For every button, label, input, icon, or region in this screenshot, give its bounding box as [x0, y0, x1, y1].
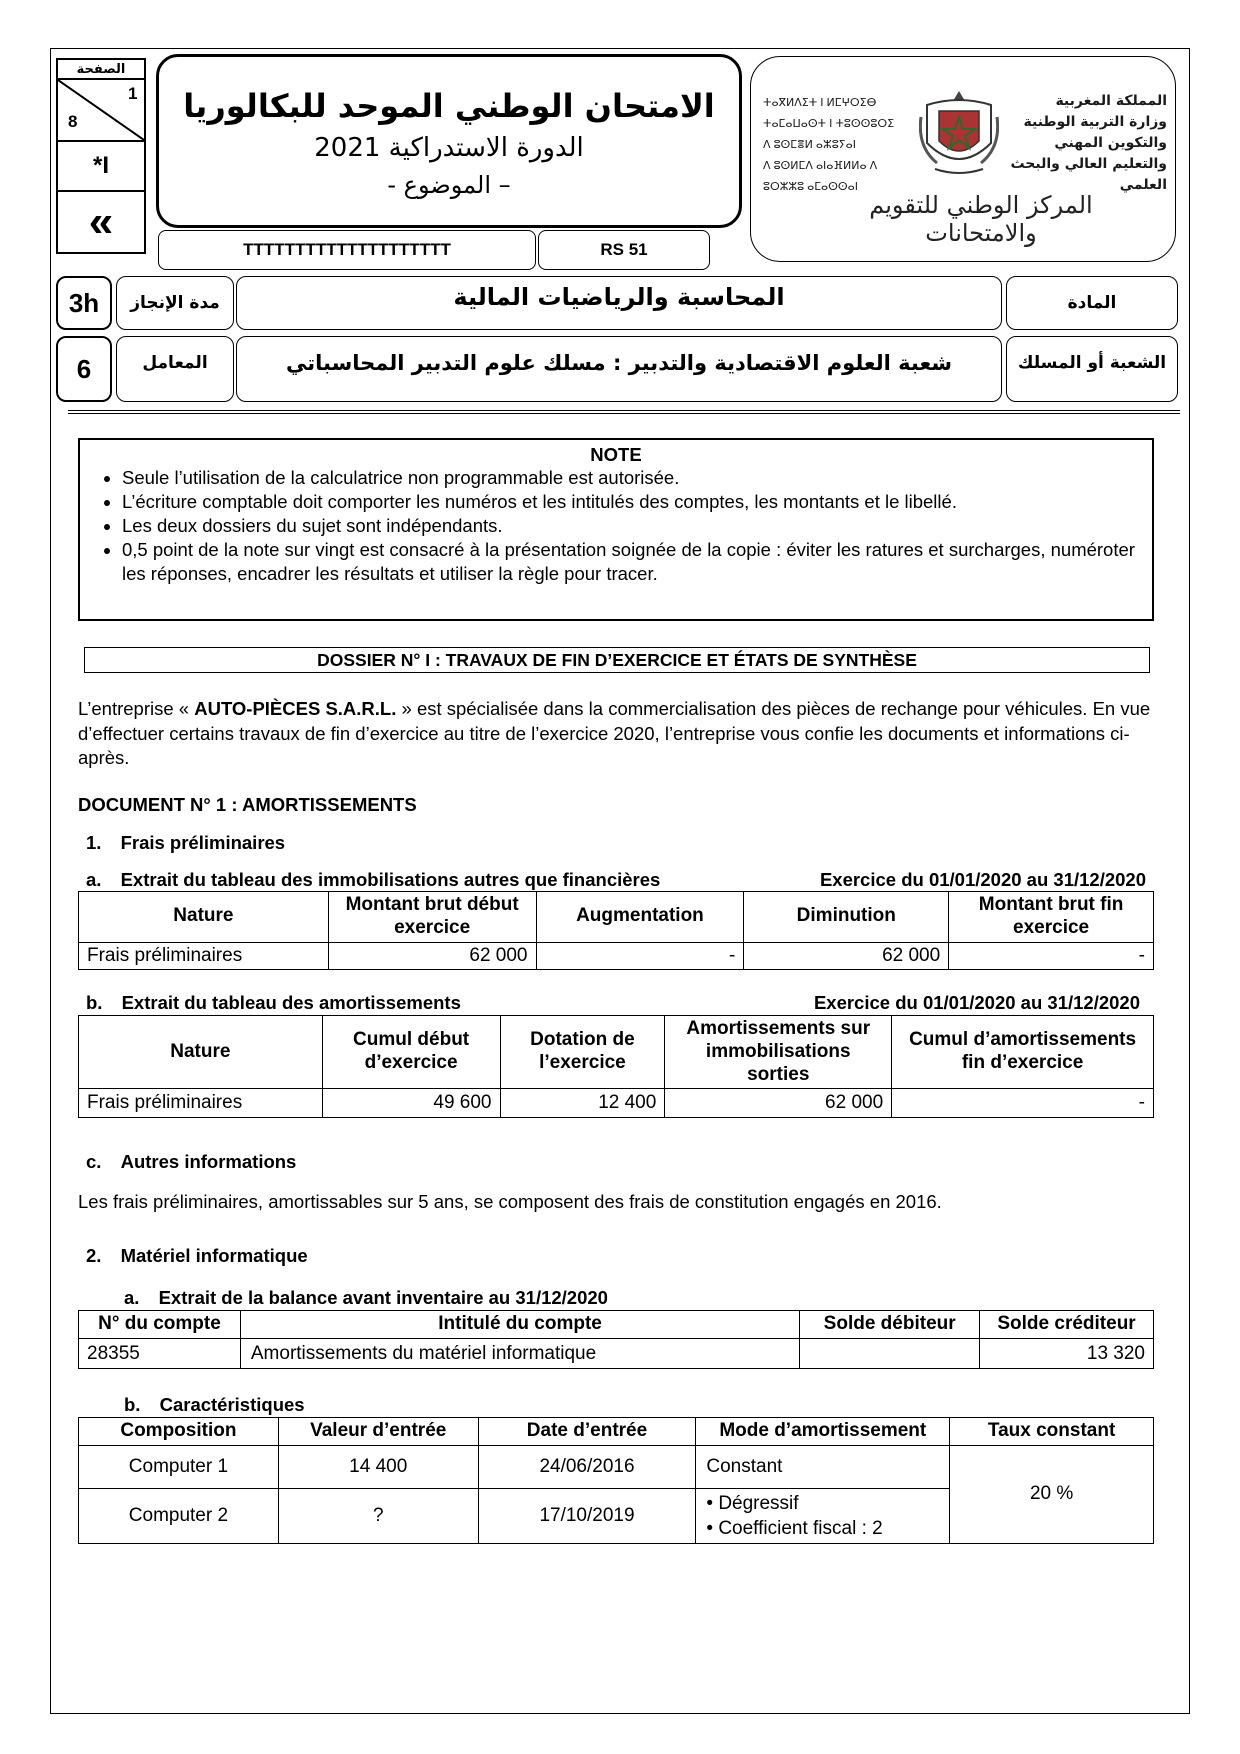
- section2b-heading: [124, 1394, 305, 1416]
- table-cell: 12 400: [500, 1089, 665, 1118]
- section1a-label: a.: [86, 869, 102, 890]
- mode-coefficient: Coefficient fiscal : 2: [718, 1517, 883, 1539]
- section2-title: Matériel informatique: [120, 1245, 308, 1266]
- table-header: Diminution: [744, 892, 949, 943]
- duration-label: مدة الإنجاز: [116, 276, 234, 330]
- section2b-label: b.: [124, 1394, 141, 1415]
- table-header: Mode d’amortissement: [696, 1418, 950, 1446]
- section1c-text: Les frais préliminaires, amortissables sur 5 ans, se composent des frais de constitution engagés en 2016.: [78, 1191, 942, 1212]
- tifinagh-line-4: ⴷ ⵓⵙⵍⵎⴷ ⴰⵏⴰⴼⵍⵍⴰ ⴷ ⵓⵔⵣⵣⵓ ⴰⵎⴰⵙⵙⴰⵏ: [763, 160, 878, 193]
- table-row: [79, 942, 1154, 969]
- note-box: [78, 438, 1154, 621]
- table-cell: 13 320: [980, 1339, 1154, 1369]
- table-header: Valeur d’entrée: [278, 1418, 478, 1446]
- table-header: Montant brut début exercice: [328, 892, 536, 943]
- tifinagh-line-1: ⵜⴰⴳⵍⴷⵉⵜ ⵏ ⵍⵎⵖⵔⵉⴱ: [763, 97, 877, 109]
- subject-name: المحاسبة والرياضيات المالية: [236, 276, 1002, 330]
- table-header: Date d’entrée: [478, 1418, 696, 1446]
- header-separator: [68, 410, 1180, 414]
- page-number: 1: [128, 84, 138, 103]
- table-header: Solde créditeur: [980, 1311, 1154, 1339]
- table-header: Montant brut fin exercice: [949, 892, 1154, 943]
- section1a-title: Extrait du tableau des immobilisations autres que financières: [120, 869, 661, 890]
- table-cell: 17/10/2019: [478, 1488, 696, 1543]
- page-total: 8: [68, 112, 78, 131]
- coat-of-arms-icon: [919, 87, 999, 179]
- intro-before: L’entreprise «: [78, 698, 195, 719]
- table-header: Intitulé du compte: [240, 1311, 799, 1339]
- mode-degressif: Dégressif: [718, 1492, 799, 1514]
- section1b-label: b.: [86, 992, 103, 1013]
- ministry-logo-box: [750, 56, 1176, 262]
- table-header: N° du compte: [79, 1311, 241, 1339]
- section1c-heading: [86, 1151, 296, 1173]
- section1-title: Frais préliminaires: [120, 832, 286, 853]
- table-header: Nature: [79, 1016, 323, 1089]
- table-cell: 62 000: [665, 1089, 892, 1118]
- note-item: • L’écriture comptable doit comporter les numéros et les intitulés des comptes, les montants et le libellé.: [122, 490, 1152, 514]
- exam-subject-label: – الموضوع -: [387, 171, 511, 199]
- section2a-title: Extrait de la balance avant inventaire au 31/12/2020: [158, 1287, 608, 1308]
- section1b-heading: [86, 992, 1140, 1014]
- note-item: • Les deux dossiers du sujet sont indépendants.: [122, 514, 1152, 538]
- table-cell: 20 %: [950, 1445, 1154, 1543]
- table-amortissements: [78, 1015, 1154, 1118]
- note-title: NOTE: [590, 444, 642, 465]
- table-cell: 62 000: [744, 942, 949, 969]
- section1a-period: Exercice du 01/01/2020 au 31/12/2020: [819, 869, 1146, 890]
- subject-field-label: المادة: [1006, 276, 1178, 330]
- document1-title: DOCUMENT N° 1 : AMORTISSEMENTS: [78, 794, 417, 815]
- center-name: المركز الوطني للتقويم والامتحانات: [869, 191, 1093, 247]
- page-number-box: [56, 58, 146, 254]
- ministry-line-3: والتعليم العالي والبحث العلمي: [1010, 156, 1167, 193]
- table-cell: Computer 2: [79, 1488, 279, 1543]
- kingdom-label: المملكة المغربية: [1055, 93, 1167, 109]
- table-cell: ?: [278, 1488, 478, 1543]
- table-row: [79, 1089, 1154, 1118]
- table-cell: [696, 1488, 950, 1543]
- table-header: Taux constant: [950, 1418, 1154, 1446]
- section1a-heading: [86, 869, 1146, 891]
- note-list: [80, 466, 1152, 586]
- note-item: • Seule l’utilisation de la calculatrice non programmable est autorisée.: [122, 466, 1152, 490]
- mode-item: • Coefficient fiscal : 2: [706, 1517, 883, 1539]
- table-header: Composition: [79, 1418, 279, 1446]
- page-arrow: «: [88, 197, 114, 246]
- exam-code: RS 51: [538, 230, 710, 270]
- table-cell: Frais préliminaires: [79, 942, 329, 969]
- table-cell: Computer 1: [79, 1445, 279, 1488]
- tifinagh-line-3: ⴷ ⵓⵙⵎⴻⵍ ⴰⵣⵓⵢⴰⵏ: [763, 139, 856, 151]
- exam-title: الامتحان الوطني الموحد للبكالوريا: [183, 87, 715, 125]
- table-cell: -: [949, 942, 1154, 969]
- table-header: Dotation de l’exercice: [500, 1016, 665, 1089]
- code-bar: TTTTTTTTTTTTTTTTTTTT: [158, 230, 536, 270]
- table-cell: -: [892, 1089, 1154, 1118]
- dossier-title: DOSSIER N° I : TRAVAUX DE FIN D’EXERCICE ET ÉTATS DE SYNTHÈSE: [84, 647, 1150, 673]
- table-header: Amortissements sur immobilisations sorties: [665, 1016, 892, 1089]
- coefficient-label: المعامل: [116, 336, 234, 402]
- table-cell: 28355: [79, 1339, 241, 1369]
- table-immobilisations: [78, 891, 1154, 970]
- table-cell: 14 400: [278, 1445, 478, 1488]
- duration-value: 3h: [56, 276, 112, 330]
- section1-heading: [86, 832, 285, 854]
- table-cell: 62 000: [328, 942, 536, 969]
- table-balance: [78, 1310, 1154, 1369]
- table-header: Augmentation: [536, 892, 744, 943]
- exam-session: الدورة الاستدراكية 2021: [314, 133, 584, 163]
- section1c-label: c.: [86, 1151, 102, 1172]
- table-header: Cumul d’amortissements fin d’exercice: [892, 1016, 1154, 1089]
- table-cell: Amortissements du matériel informatique: [240, 1339, 799, 1369]
- table-caracteristiques: [78, 1417, 1154, 1544]
- section2-num: 2.: [86, 1245, 102, 1266]
- coefficient-value: 6: [56, 336, 112, 402]
- section2a-heading: [124, 1287, 608, 1309]
- branch-name: شعبة العلوم الاقتصادية والتدبير : مسلك علوم التدبير المحاسباتي: [236, 336, 1002, 402]
- page-label: الصفحة: [58, 60, 144, 80]
- section1c-title: Autres informations: [120, 1151, 297, 1172]
- table-cell: [800, 1339, 980, 1369]
- table-header: Cumul début d’exercice: [322, 1016, 500, 1089]
- page-mark: *I: [58, 140, 144, 192]
- section1-num: 1.: [86, 832, 102, 853]
- ministry-line-1: وزارة التربية الوطنية: [1023, 114, 1167, 130]
- branch-label: الشعبة أو المسلك: [1006, 336, 1178, 402]
- section2a-label: a.: [124, 1287, 140, 1308]
- section2-heading: [86, 1245, 308, 1267]
- table-cell: Frais préliminaires: [79, 1089, 323, 1118]
- table-cell: 24/06/2016: [478, 1445, 696, 1488]
- tifinagh-line-2: ⵜⴰⵎⴰⵡⴰⵙⵜ ⵏ ⵜⵓⵙⵙⵓⵔⵉ: [763, 118, 895, 130]
- mode-item: • Dégressif: [706, 1492, 799, 1514]
- ministry-line-2: والتكوين المهني: [1054, 135, 1167, 151]
- table-header: Solde débiteur: [800, 1311, 980, 1339]
- company-name: AUTO-PIÈCES S.A.R.L.: [194, 698, 397, 719]
- table-header: Nature: [79, 892, 329, 943]
- tifinagh-text: [763, 93, 903, 198]
- section1b-title: Extrait du tableau des amortissements: [121, 992, 461, 1013]
- exam-title-box: [156, 54, 742, 228]
- intro-after: » est spécialisée dans la commercialisation des pièces de rechange pour véhicules. En vue d’effectuer certains travaux de fin d’exercice au titre de l’exercice 2020, l’entreprise vous confie les documents et informations ci-après.: [78, 698, 1151, 768]
- section2b-title: Caractéristiques: [159, 1394, 305, 1415]
- note-item: • 0,5 point de la note sur vingt est consacré à la présentation soignée de la copie : éviter les ratures et surcharges, numéroter les réponses, encadrer les résultats et utiliser la règle pour tracer.: [122, 538, 1152, 586]
- intro-paragraph: [78, 697, 1178, 771]
- table-row: [79, 1339, 1154, 1369]
- table-cell: -: [536, 942, 744, 969]
- section1b-period: Exercice du 01/01/2020 au 31/12/2020: [813, 992, 1140, 1013]
- table-cell: 49 600: [322, 1089, 500, 1118]
- table-row: [79, 1445, 1154, 1488]
- table-cell: Constant: [696, 1445, 950, 1488]
- ministry-arabic: [1001, 91, 1167, 196]
